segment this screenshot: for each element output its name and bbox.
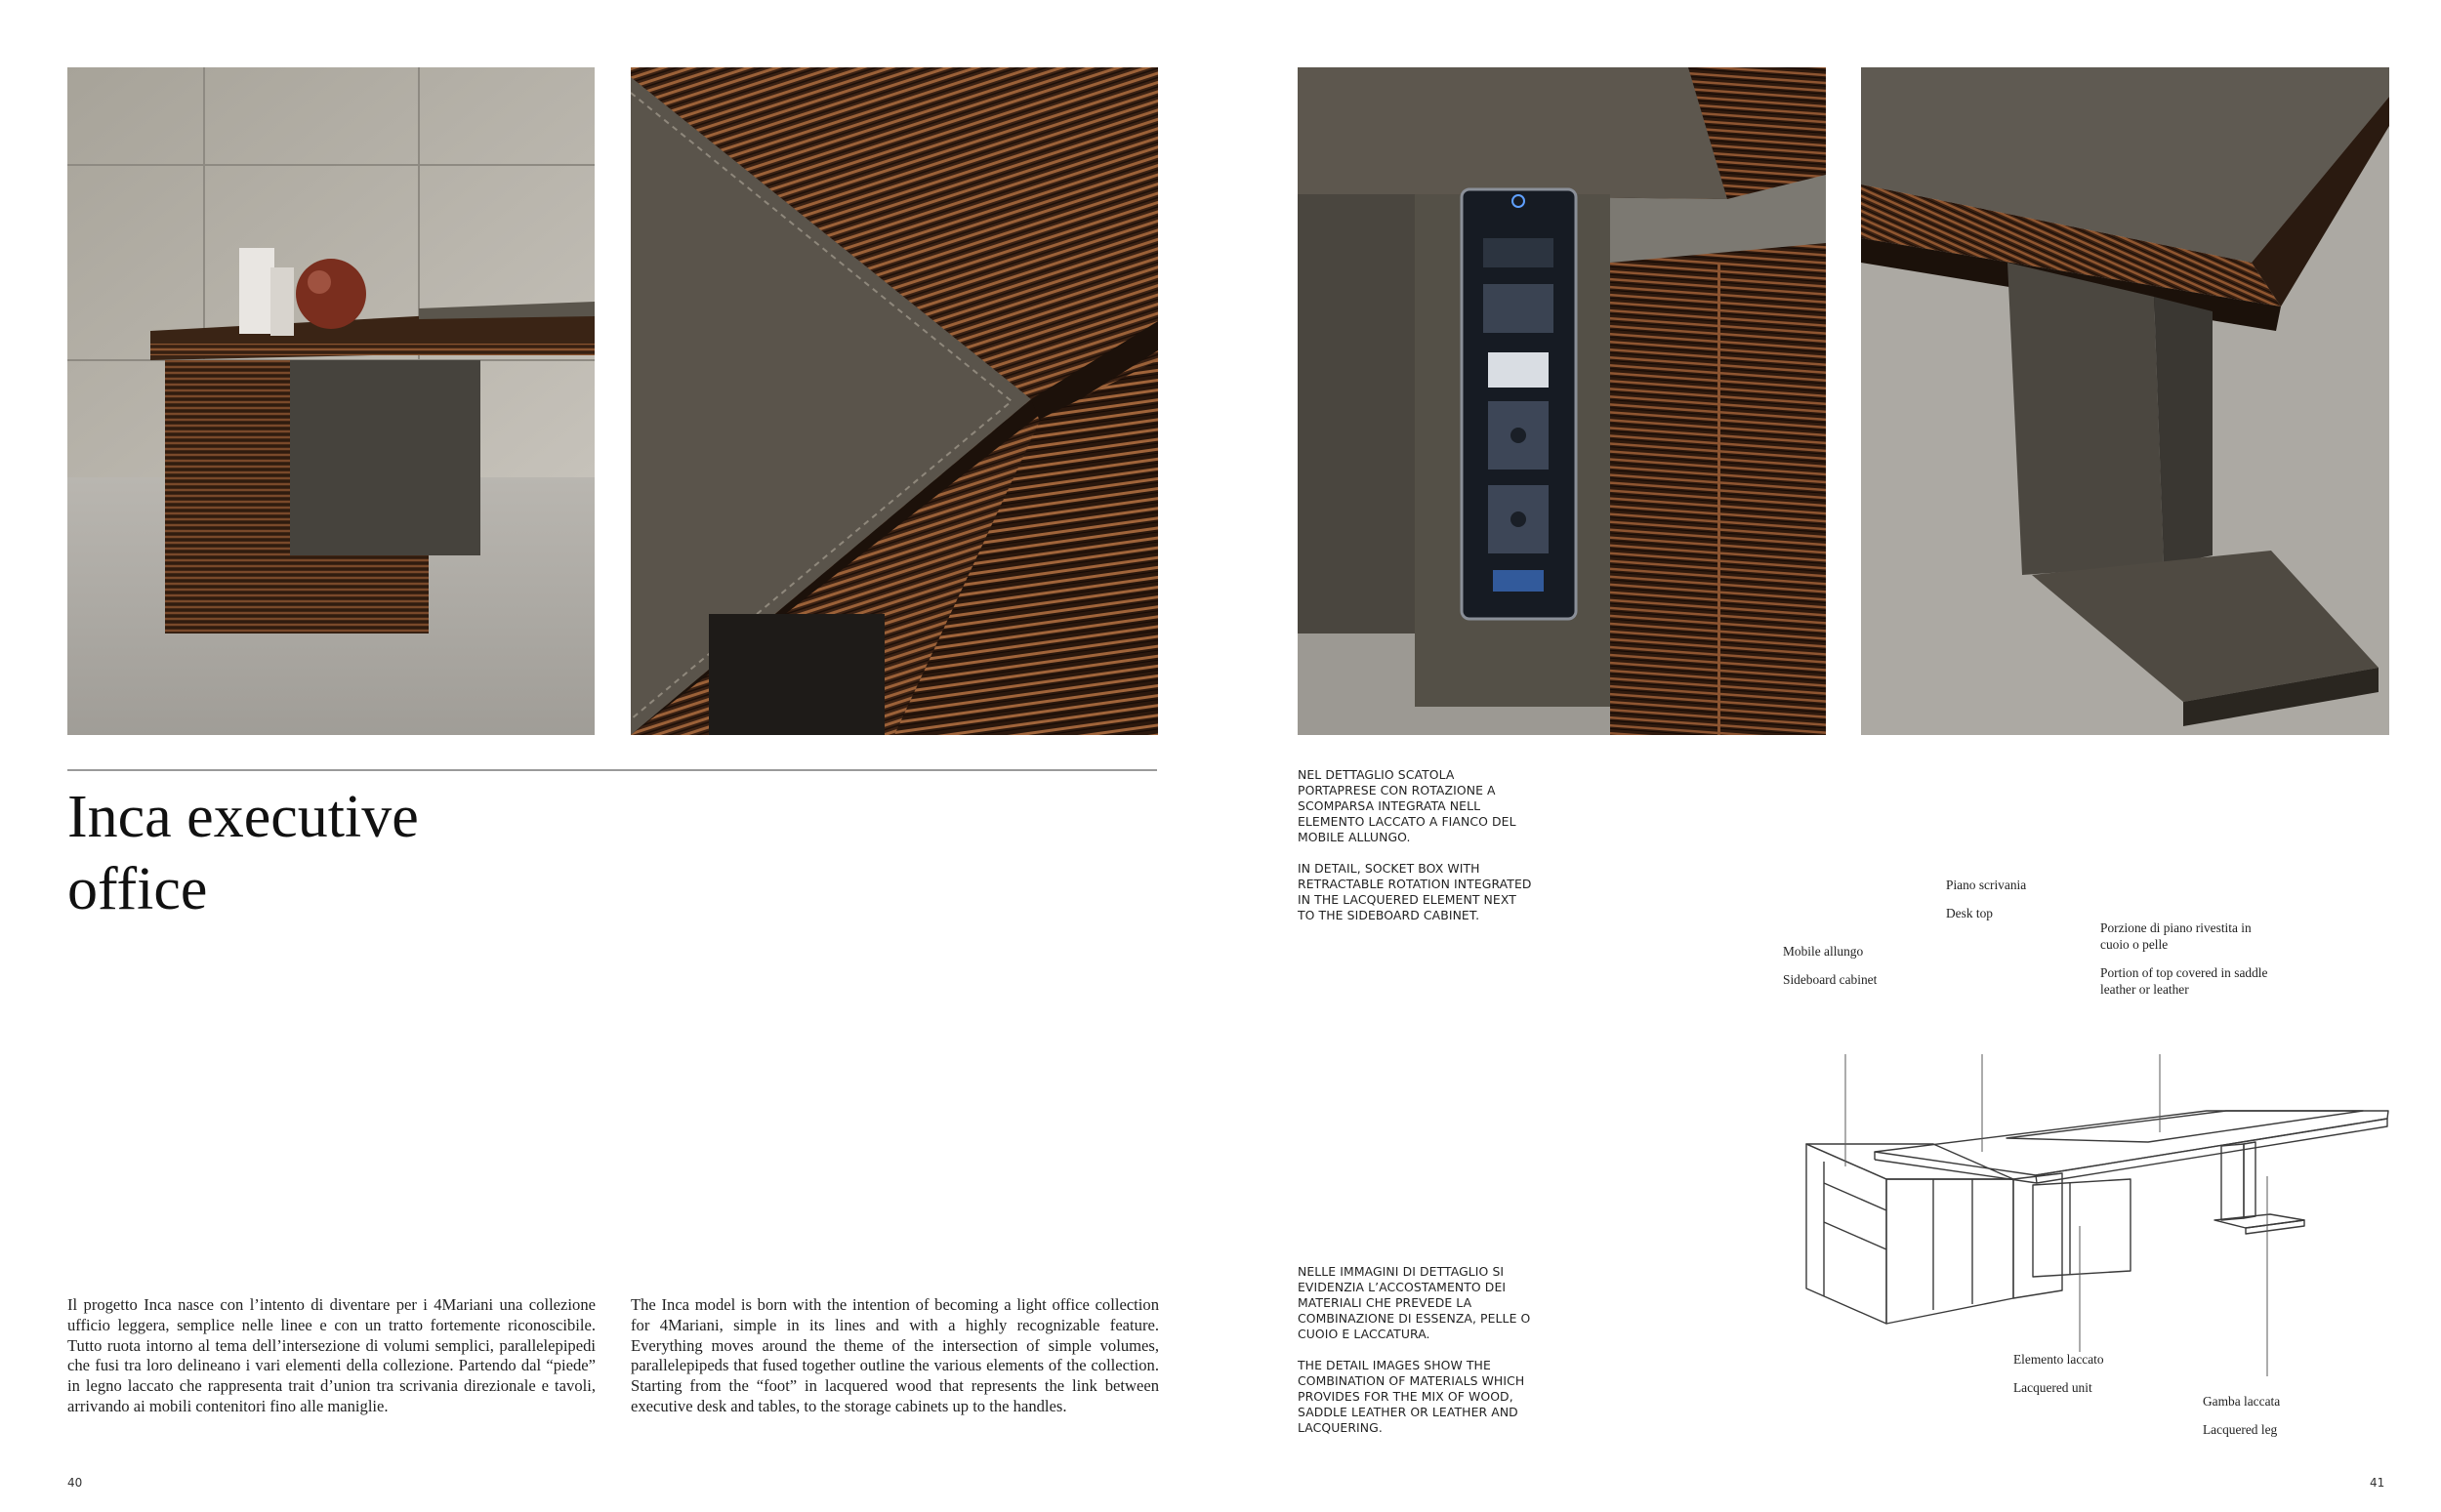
intro-english: The Inca model is born with the intention of becoming a light office collection for 4Mariani, simple in its lines and with a highly recognizable feature. Everything moves around the theme of the intersection of simple volumes, parallelepipeds that fused together outline the various elements of the collection. Starting from the “foot” in lacquered wood that represents the link between executive desk and tables, to the storage cabinets up to the handles.	[631, 1295, 1159, 1415]
detail-caption-en: IN DETAIL, SOCKET BOX WITH RETRACTABLE ROTATION INTEGRATED IN THE LACQUERED ELEMENT NEXT TO THE SIDEBOARD CABINET.	[1298, 861, 1532, 922]
label-lacquered-unit: Elemento laccato Lacquered unit	[2013, 1352, 2104, 1395]
label-sideboard: Mobile allungo Sideboard cabinet	[1783, 944, 1878, 987]
label-lacquered-leg: Gamba laccata Lacquered leg	[2203, 1394, 2281, 1437]
photo-desk-leg	[1861, 67, 2389, 735]
title-line-1: Inca executive	[67, 784, 419, 850]
page-title	[67, 781, 419, 925]
page-number-right: 41	[2370, 1476, 2385, 1490]
photo-socket-box	[1298, 67, 1826, 735]
title-divider	[67, 769, 1157, 771]
materials-caption-it: NELLE IMMAGINI DI DETTAGLIO SI EVIDENZIA L’ACCOSTAMENTO DEI MATERIALI CHE PREVEDE LA COMBINAZIONE DI ESSENZA, PELLE O CUOIO E LACCATURA.	[1298, 1264, 1531, 1341]
photo-leather-corner	[631, 67, 1158, 735]
materials-caption-en: THE DETAIL IMAGES SHOW THE COMBINATION OF MATERIALS WHICH PROVIDES FOR THE MIX OF WOOD, SADDLE LEATHER OR LEATHER AND LACQUERING.	[1298, 1358, 1525, 1435]
detail-caption-it: NEL DETTAGLIO SCATOLA PORTAPRESE CON ROTAZIONE A SCOMPARSA INTEGRATA NELL ELEMENTO LACCATO A FIANCO DEL MOBILE ALLUNGO.	[1298, 767, 1516, 844]
page-number-left: 40	[67, 1476, 83, 1490]
title-line-2: office	[67, 856, 208, 922]
label-desk-top: Piano scrivania Desk top	[1946, 878, 2027, 920]
intro-italian: Il progetto Inca nasce con l’intento di diventare per i 4Mariani una collezione ufficio leggera, semplice nelle linee e con un tratto fortemente riconoscibile. Tutto ruota intorno al tema dell’intersezione di volumi semplici, parallelepipedi che fusi tra loro delineano i vari elementi della collezione. Partendo dal “piede” in legno laccato che rappresenta trait d’union tra scrivania direzionale e tavoli, arrivando ai mobili contenitori fino alle maniglie.	[67, 1295, 596, 1415]
materials-caption	[1298, 1264, 1561, 1451]
photo-desk-room	[67, 67, 595, 735]
label-leather-top: Porzione di piano rivestita in cuoio o pelle Portion of top covered in saddle leather or leather	[2100, 920, 2268, 997]
detail-caption	[1298, 767, 1537, 939]
desk-line-drawing	[1777, 1054, 2402, 1376]
